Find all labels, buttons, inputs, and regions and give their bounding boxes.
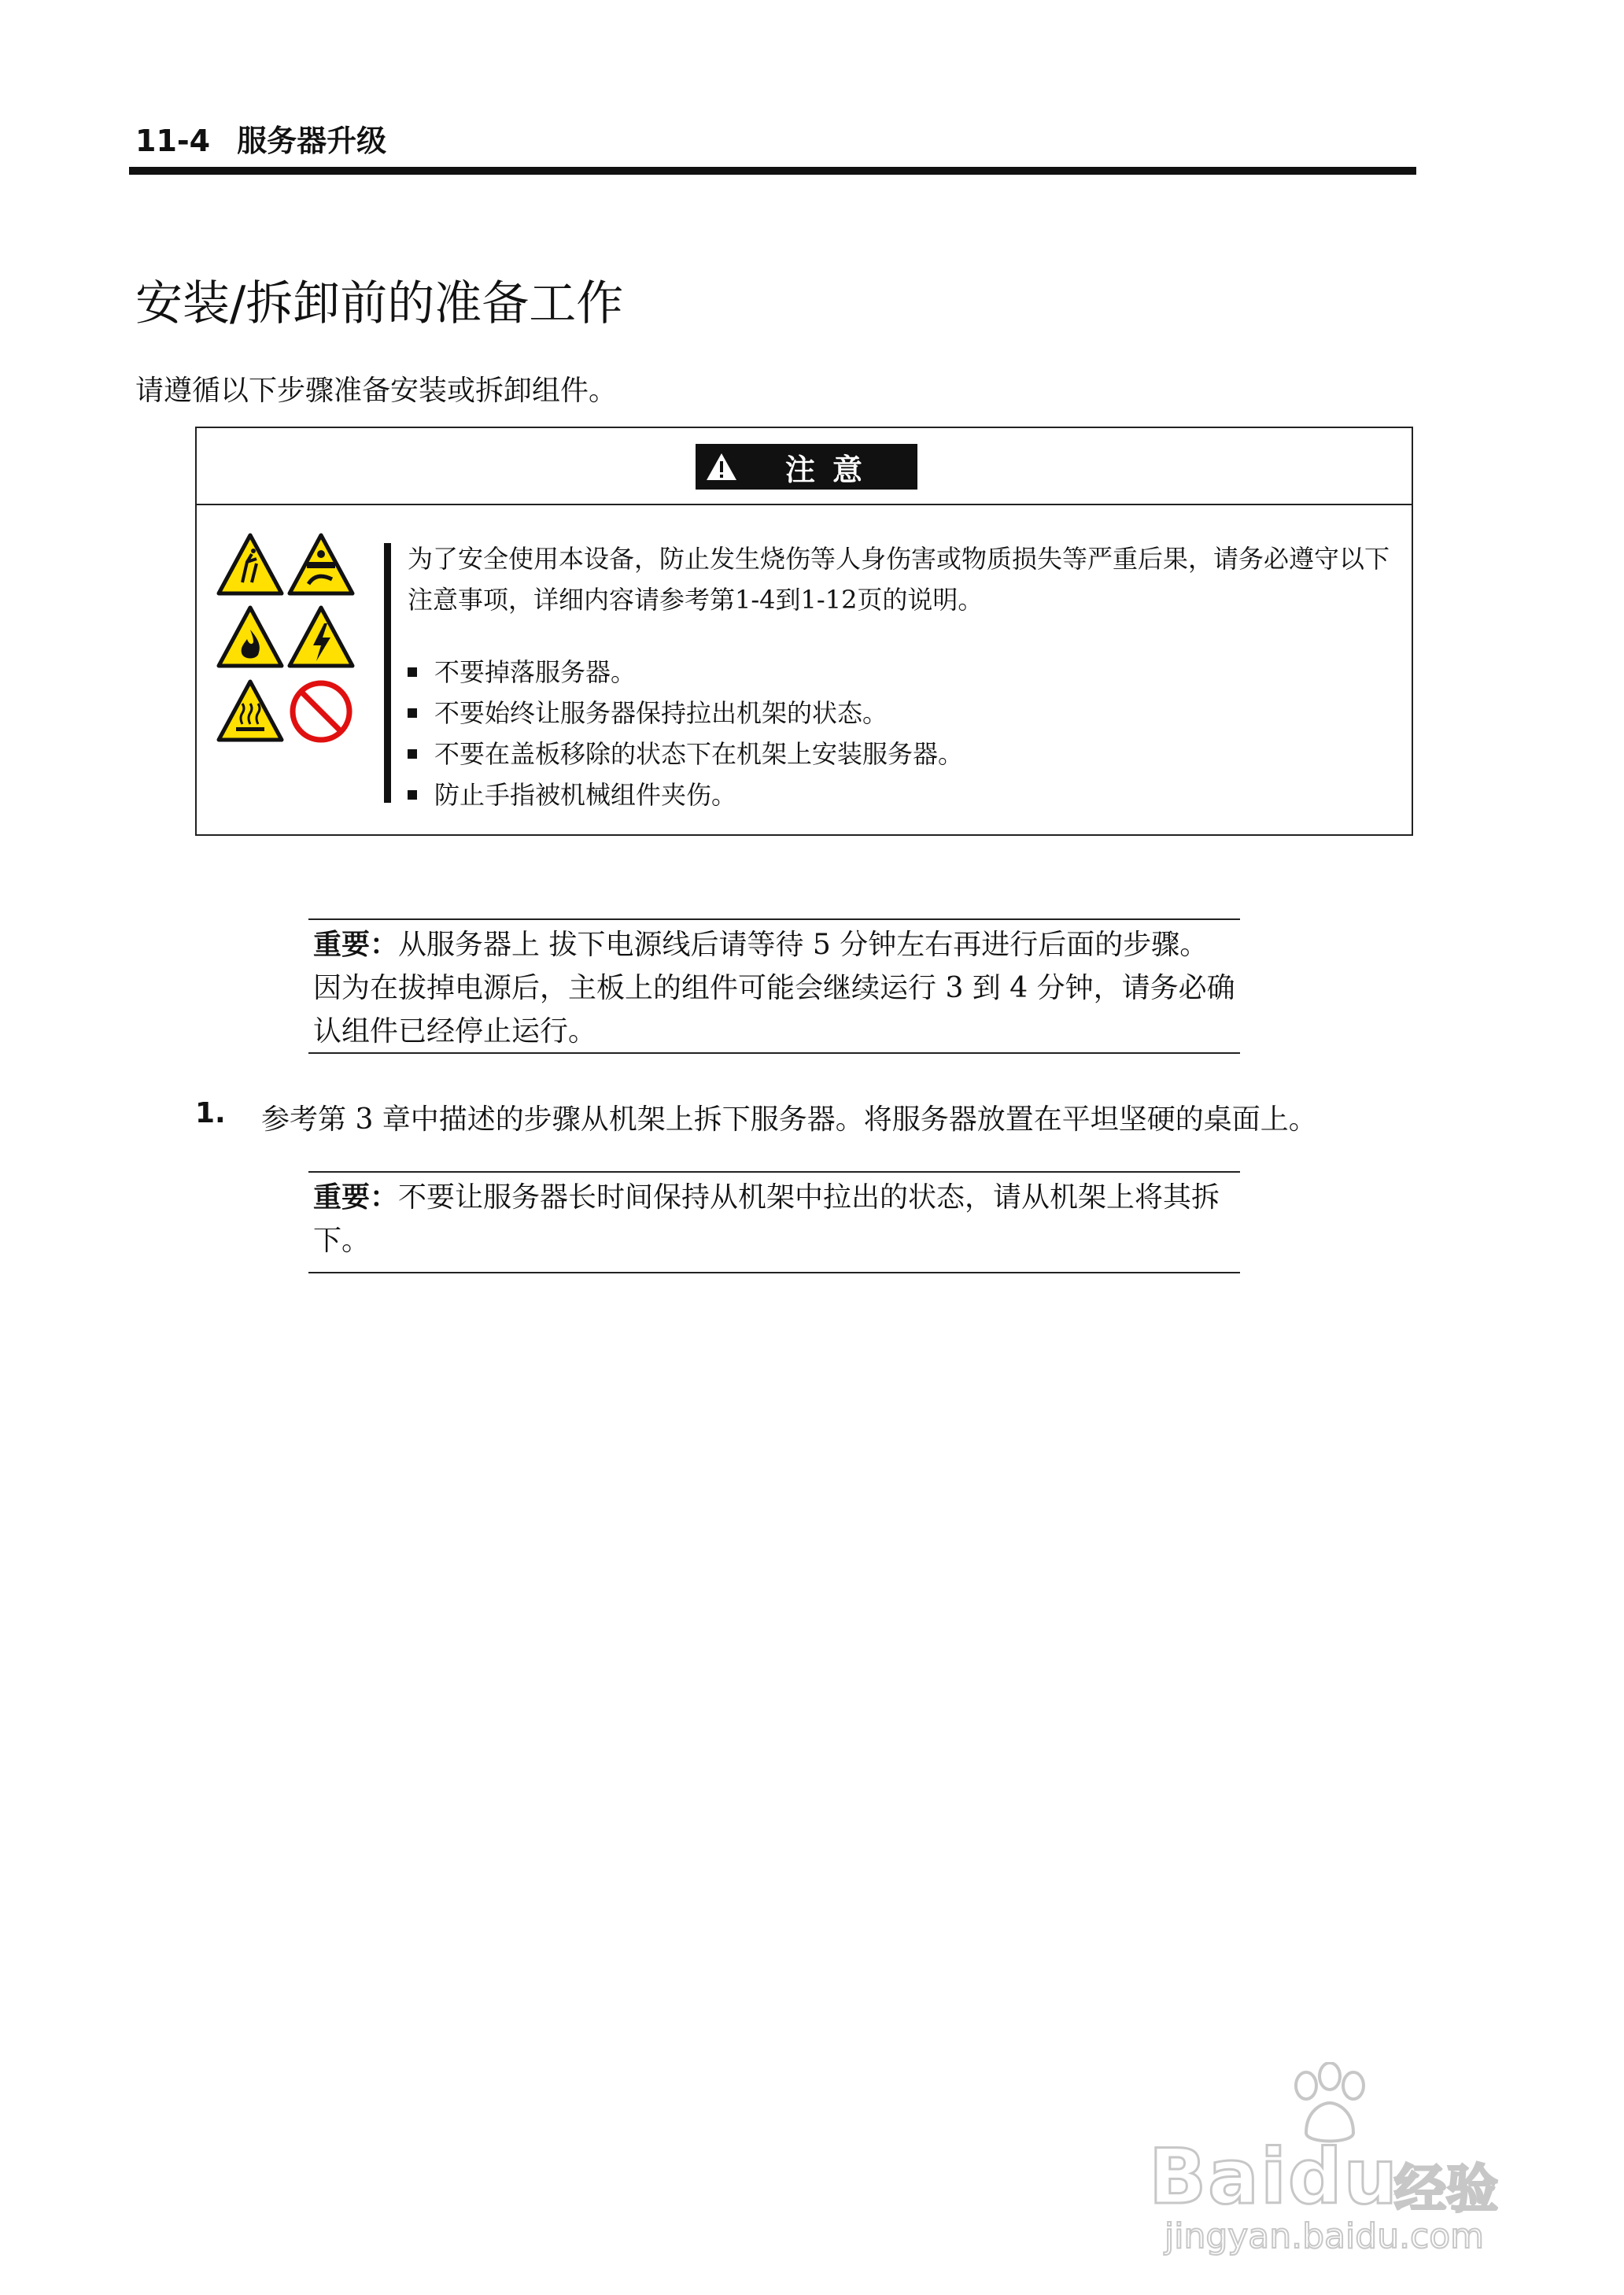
running-header [135,116,386,160]
important-note [308,1171,1240,1273]
fire-warning-icon [216,603,285,672]
list-item [408,774,1391,815]
baidu-watermark [1149,2062,1558,2259]
intro-text: 请遵循以下步骤准备安装或拆卸组件。 [135,375,618,407]
list-item-text: 不要始终让服务器保持拉出机架的状态。 [434,698,888,728]
caution-list [408,652,1391,815]
bullet [408,790,417,800]
caution-divider [384,543,391,803]
crush-warning-icon [286,530,356,600]
list-item-text: 不要掉落服务器。 [434,657,637,687]
header-rule [129,167,1416,175]
watermark-brand-cn: 经验 [1394,2159,1498,2219]
prohibited-icon [286,677,356,746]
note-label: 重要： [313,1181,399,1214]
bullet [408,749,417,759]
warning-icon [705,452,738,482]
step-text: 参考第 3 章中描述的步骤从机架上拆下服务器。将服务器放置在平坦坚硬的桌面上。 [261,1103,1317,1136]
electric-shock-warning-icon [286,603,356,672]
note-label: 重要： [313,928,399,961]
list-item [408,734,1391,774]
list-item [408,652,1391,693]
list-item-text: 防止手指被机械组件夹伤。 [434,780,737,810]
note-text: 不要让服务器长时间保持从机架中拉出的状态，请从机架上将其拆下。 [313,1181,1220,1257]
bullet [408,708,417,718]
section-title: 安装/拆卸前的准备工作 [135,276,624,331]
caution-header [197,428,1412,505]
page-number: 11-4 [135,124,211,158]
caution-text: 为了安全使用本设备，防止发生烧伤等人身伤害或物质损失等严重后果，请务必遵守以下注意事项，详细内容请参考第1-4到1-12页的说明。 [408,544,1390,615]
list-item [408,693,1391,734]
list-item-text: 不要在盖板移除的状态下在机架上安装服务器。 [434,739,964,769]
finger-pinch-warning-icon [216,530,285,600]
caution-content [408,538,1391,815]
safety-icon-grid [216,530,357,743]
important-note [308,918,1240,1054]
step-number: 1. [195,1097,226,1129]
caution-box [195,427,1413,836]
chapter-title: 服务器升级 [237,124,387,158]
watermark-url: jingyan.baidu.com [1164,2216,1485,2256]
watermark-brand: Baidu [1149,2133,1399,2221]
caution-badge [696,444,917,490]
note-text: 从服务器上 拔下电源线后请等待 5 分钟左右再进行后面的步骤。因为在拔掉电源后，主板上的组件可能会继续运行 3 到 4 分钟，请务必确认组件已经停止运行。 [313,929,1235,1048]
hot-surface-warning-icon [216,677,285,746]
step-item [195,1097,1317,1137]
bullet [408,667,417,677]
caution-label: 注意 [785,452,880,487]
